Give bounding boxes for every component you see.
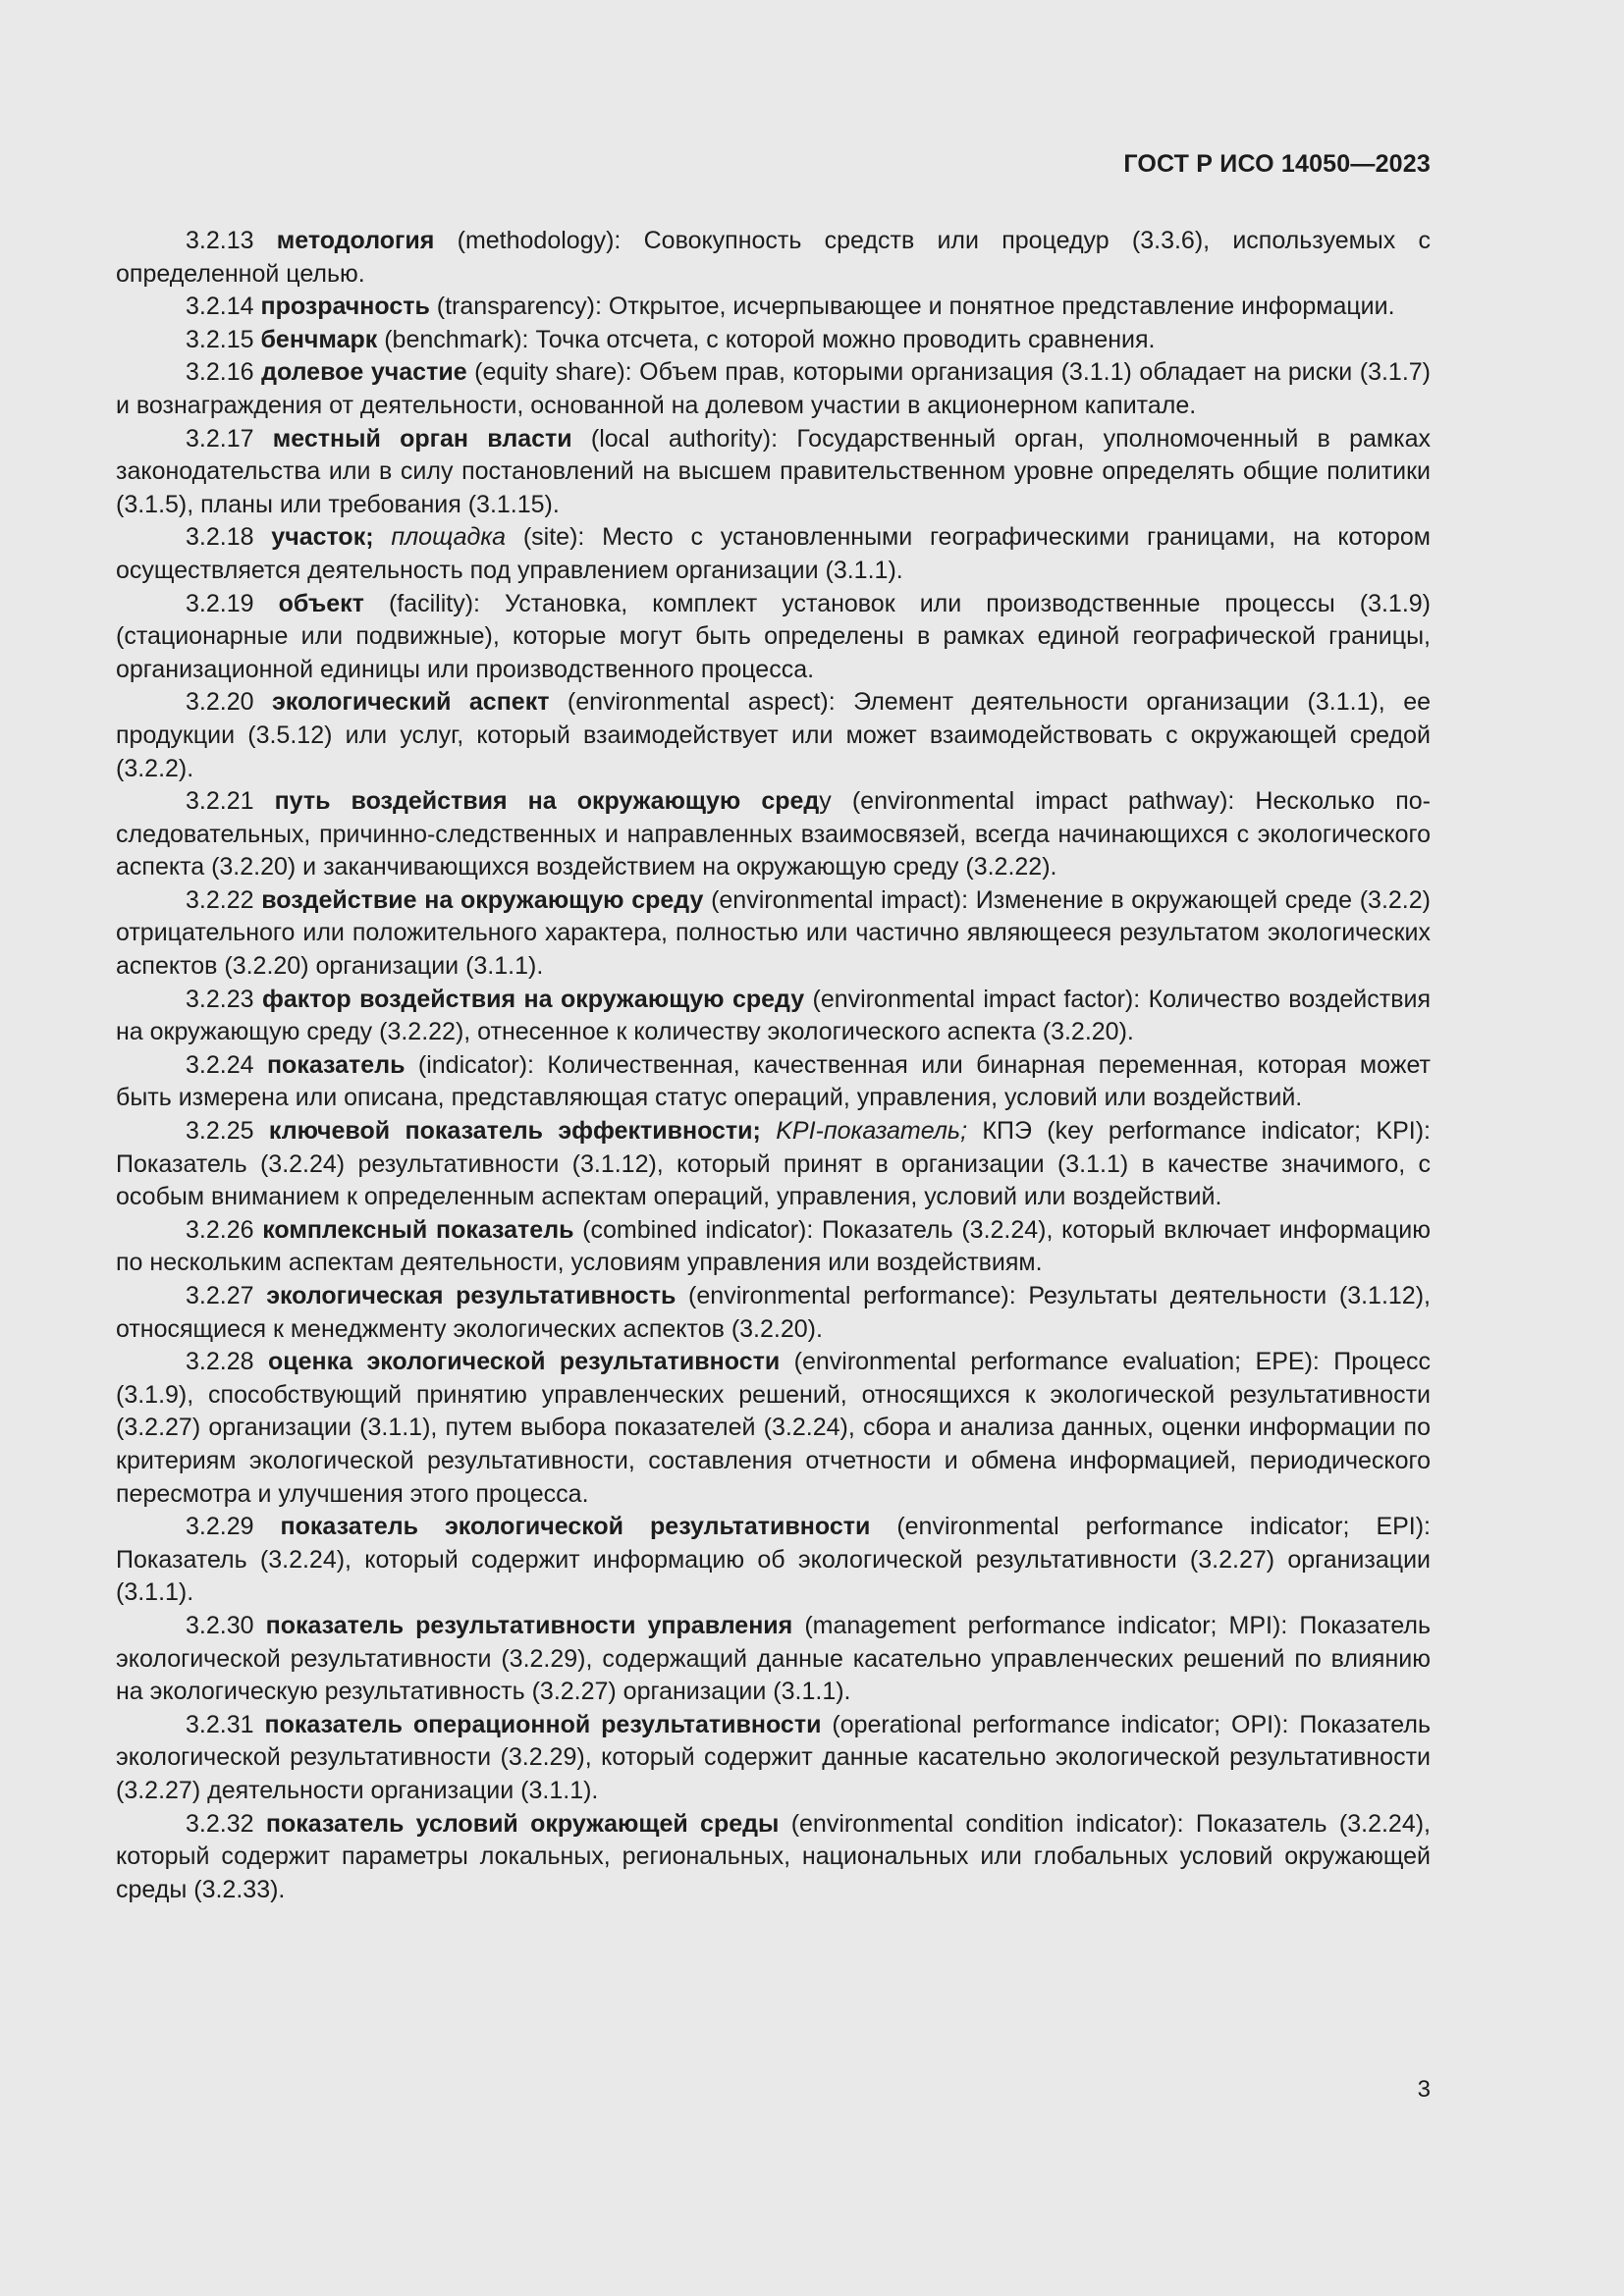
- definition-entry: [116, 588, 1431, 687]
- entry-number: 3.2.29: [186, 1513, 254, 1541]
- entry-term: показатель условий окружающей среды: [265, 1809, 780, 1838]
- entry-definition: (environmental performance indicator; EPI): Показатель (3.2.24), который содержит информацию об экологической результативности (3.2.27) организации (3.1.1).: [116, 1513, 1432, 1607]
- entry-definition: (combined indicator): Показатель (3.2.24), который включает информацию по нескольким аспектам деятельности, условиям управления или воздействиям.: [116, 1215, 1431, 1277]
- entry-term: оценка экологической результативности: [267, 1348, 781, 1376]
- entry-term: бенчмарк: [260, 325, 378, 353]
- entry-definition: КПЭ (key performance indicator; KPI): Показатель (3.2.24) результативности (3.1.12), который принят в организации (3.1.1) в качестве значимого, с особым вниманием к определенным аспектам операций, управления, условий или воздействий.: [116, 1117, 1432, 1211]
- definition-entry: [116, 1511, 1431, 1610]
- entry-alt-term: площадка: [391, 523, 507, 552]
- definition-entry: [116, 1115, 1431, 1214]
- entry-definition: (equity share): Объем прав, которыми организация (3.1.1) обладает на риски (3.1.7) и вознаграждения от деятельности, основанной на долевом участии в акционерном капитале.: [116, 358, 1431, 419]
- entry-term: долевое участие: [261, 358, 467, 387]
- definition-entry: [116, 521, 1431, 587]
- entry-number: 3.2.19: [186, 589, 254, 617]
- entry-term: показатель: [266, 1050, 406, 1079]
- entry-number: 3.2.25: [186, 1117, 254, 1146]
- definition-entry: [116, 984, 1431, 1049]
- entry-number: 3.2.13: [186, 227, 254, 254]
- entry-number: 3.2.22: [186, 885, 254, 914]
- entry-term: комплексный показатель: [262, 1215, 574, 1244]
- entry-number: 3.2.17: [186, 424, 254, 453]
- entry-number: 3.2.20: [186, 688, 254, 717]
- entry-number: 3.2.32: [186, 1809, 254, 1838]
- entry-term: местный орган власти: [272, 424, 572, 453]
- entry-definition: (environmental impact factor): Количество воздействия на окружающую среду (3.2.22), отнесенное к количеству экологического аспекта (3.2.20).: [116, 985, 1431, 1046]
- definition-entry: [116, 356, 1431, 422]
- entry-term: показатель операционной результативности: [264, 1710, 822, 1738]
- entry-term: показатель результативности управления: [265, 1611, 793, 1639]
- entry-number: 3.2.26: [186, 1215, 254, 1244]
- entry-definition: (transparency): Открытое, исчерпывающее и понятное представление информации.: [429, 293, 1395, 321]
- definition-entry: [116, 423, 1431, 522]
- entry-term: методология: [276, 227, 435, 254]
- entry-number: 3.2.15: [186, 325, 254, 353]
- entry-number: 3.2.21: [186, 787, 254, 816]
- definition-entry: [116, 785, 1431, 884]
- entry-number: 3.2.14: [186, 293, 254, 321]
- definition-entry: [116, 1808, 1431, 1907]
- entry-definition: у (environmental impact pathway): Несколько последовательных, причинно-следственных и направленных взаимосвязей, всегда начинающихся с экологического аспекта (3.2.20) и заканчивающихся воздействием на окружающую среду (3.2.22).: [116, 787, 1431, 881]
- definitions-list: [116, 225, 1431, 1906]
- definition-entry: [116, 884, 1431, 984]
- definition-entry: [116, 291, 1431, 324]
- entry-number: 3.2.24: [186, 1050, 254, 1079]
- entry-term: объект: [278, 589, 364, 617]
- definition-entry: [116, 225, 1431, 291]
- entry-definition: (methodology): Совокупность средств или процедур (3.3.6), используемых с определенной целью.: [116, 227, 1431, 288]
- definition-entry: [116, 1709, 1431, 1808]
- entry-number: 3.2.27: [186, 1282, 254, 1309]
- entry-number: 3.2.28: [186, 1348, 254, 1376]
- entry-term: фактор воздействия на окружающую среду: [261, 985, 805, 1013]
- definition-entry: [116, 686, 1431, 785]
- entry-number: 3.2.18: [186, 523, 254, 552]
- definition-entry: [116, 1610, 1431, 1709]
- entry-term: путь воздействия на окружающую сред: [274, 787, 820, 816]
- entry-term: экологическая результативность: [266, 1282, 677, 1309]
- entry-term: воздействие на окружающую среду: [261, 885, 704, 914]
- document-code-header: ГОСТ Р ИСО 14050—2023: [1123, 150, 1431, 178]
- entry-term: участок;: [271, 523, 374, 552]
- entry-definition: (facility): Установка, комплект установок или производственные процессы (3.1.9) (стационарные или подвижные), которые могут быть определены в рамках единой географической границы, организационной единицы или производственного процесса.: [116, 589, 1431, 683]
- entry-number: 3.2.30: [186, 1611, 254, 1639]
- definition-entry: [116, 324, 1431, 357]
- entry-definition: (operational performance indicator; OPI): Показатель экологической результативности (3.2.29), который содержит данные касательно экологической результативности (3.2.27) деятельности организации (3.1.1).: [116, 1710, 1431, 1804]
- entry-definition: (management performance indicator; MPI): Показатель экологической результативности (3.2.29), содержащий данные касательно управленческих решений по влиянию на экологическую результативность (3.2.27) организации (3.1.1).: [116, 1611, 1431, 1706]
- entry-definition: (environmental impact): Изменение в окружающей среде (3.2.2) отрицательного или положительного характера, полностью или частично являющееся результатом экологических аспектов (3.2.20) организации (3.1.1).: [116, 885, 1431, 981]
- definition-entry: [116, 1049, 1431, 1115]
- entry-definition: (environmental aspect): Элемент деятельности организации (3.1.1), ее продукции (3.5.12) или услуг, который взаимодействует или может взаимодействовать с окружающей средой (3.2.2).: [116, 688, 1431, 782]
- entry-term: прозрачность: [260, 293, 430, 321]
- entry-number: 3.2.23: [186, 985, 254, 1013]
- entry-term: экологический аспект: [271, 688, 550, 717]
- entry-number: 3.2.16: [186, 358, 254, 387]
- entry-number: 3.2.31: [186, 1710, 254, 1738]
- entry-definition: (local authority): Государственный орган, уполномоченный в рамках законодательства или в силу постановлений на высшем правительственном уровне определять общие политики (3.1.5), планы или требования (3.1.15).: [116, 424, 1431, 518]
- entry-definition: (site): Место с установленными географическими границами, на котором осуществляется деятельность под управлением организации (3.1.1).: [116, 523, 1431, 584]
- definition-entry: [116, 1214, 1431, 1280]
- definition-entry: [116, 1280, 1431, 1346]
- entry-definition: (environmental performance evaluation; EPE): Процесс (3.1.9), способствующий принятию управленческих решений, относящихся к экологической результативности (3.2.27) организации (3.1.1), путем выбора показателей (3.2.24), сбора и анализа данных, оценки информации по критериям экологической результативности, составления отчетности и обмена информацией, периодического пересмотра и улучшения этого процесса.: [116, 1348, 1431, 1508]
- entry-definition: (benchmark): Точка отсчета, с которой можно проводить сравнения.: [377, 325, 1156, 353]
- entry-term: ключевой показатель эффективности;: [268, 1117, 761, 1146]
- entry-term: показатель экологической результативности: [280, 1513, 871, 1541]
- page-number: 3: [1417, 2076, 1431, 2103]
- entry-definition: (environmental condition indicator): Показатель (3.2.24), который содержит параметры локальных, региональных, национальных или глобальных условий окружающей среды (3.2.33).: [116, 1809, 1431, 1903]
- entry-definition: (indicator): Количественная, качественная или бинарная переменная, которая может быть измерена или описана, представляющая статус операций, управления, условий или воздействий.: [116, 1050, 1431, 1112]
- definition-entry: [116, 1346, 1431, 1511]
- entry-definition: (environmental performance): Результаты деятельности (3.1.12), относящиеся к менеджменту экологических аспектов (3.2.20).: [116, 1282, 1431, 1343]
- entry-alt-term: KPI-показатель;: [776, 1117, 968, 1146]
